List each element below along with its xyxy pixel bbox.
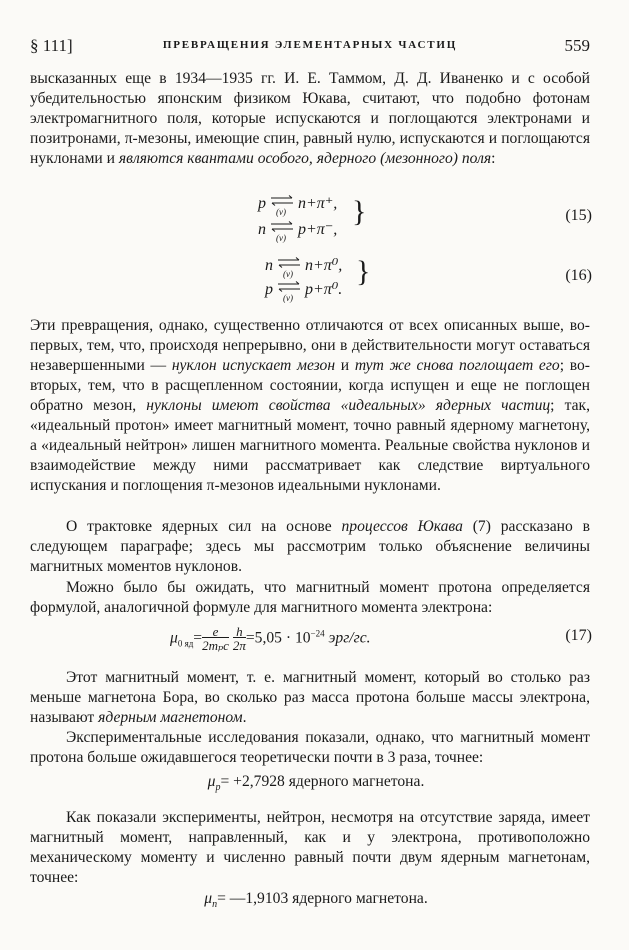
section-number: § 111]: [30, 36, 73, 55]
eq16-row1: [265, 255, 343, 280]
running-title: ПРЕВРАЩЕНИЯ ЭЛЕМЕНТАРНЫХ ЧАСТИЦ: [162, 39, 458, 51]
para5-text-2: .: [242, 709, 247, 726]
eq17-unit: эрг/гс.: [324, 629, 371, 647]
nu-label: (ν): [276, 207, 286, 218]
eq16-row1-left: n: [265, 257, 273, 274]
eq17-frac-1: [202, 625, 229, 653]
eq17-frac2-num: h: [236, 624, 243, 639]
mu-p-symbol: μ: [207, 773, 216, 790]
para2-italic-2: тут же снова поглощает его: [354, 357, 560, 374]
para2-text-2: и: [335, 357, 355, 374]
reversible-arrow-icon: [277, 257, 301, 280]
eq15-row2: [258, 219, 338, 244]
equation-mu-n: [30, 890, 596, 910]
page-number: 559: [564, 36, 590, 55]
eq15-row2-right: p+π⁻,: [298, 221, 338, 238]
page-header: [30, 36, 590, 60]
para3-italic-1: процессов Юкава: [341, 518, 463, 535]
para3-text-2: (7) рассказано в следующем параграфе; здесь мы рассмотрим только объяснение величины магнитных моментов нуклонов.: [30, 518, 590, 575]
eq17-frac1-num: e: [212, 624, 219, 639]
eq16-row2-right: p+π⁰.: [305, 281, 343, 298]
mu-n-value: = —1,9103 ядерного магнетона.: [217, 890, 428, 907]
eq16-row2: [265, 279, 343, 304]
eq16-number: (16): [565, 267, 592, 284]
para2-text-4: ; так, «идеальный протон» имеет магнитный момент, точно равный ядерному магнетону, а «идеальный нейтрон» лишен магнитного момента. Реальные свойства нуклонов и взаимодействие между ними рассматривает как следствие виртуального испускания и поглощения π-мезонов идеальными нуклонами.: [30, 397, 591, 494]
para1-italic: являются квантами особого, ядерного (мезонного) поля: [118, 150, 492, 167]
para5-text-1: Этот магнитный момент, т. е. магнитный момент, который во столько раз меньше магнетона Бора, во сколько раз масса протона больше массы электрона, называют: [30, 669, 590, 726]
eq17-mu: μ: [170, 629, 178, 647]
equation-mu-p: [30, 773, 596, 793]
mu-n-symbol: μ: [204, 890, 213, 907]
eq17-frac2-den: 2π: [232, 638, 246, 653]
para1-end: :: [491, 150, 496, 167]
eq17-value: =5,05 · 10: [245, 629, 311, 647]
mu-p-value: = +2,7928 ядерного магнетона.: [220, 773, 425, 790]
reversible-arrow-icon: [270, 221, 294, 244]
mu-n-sub: n: [212, 899, 218, 911]
eq15-brace: }: [352, 195, 367, 228]
reversible-arrow-icon: [277, 281, 301, 304]
para6-text: Экспериментальные исследования показали, однако, что магнитный момент протона больше ожидавшегося теоретически почти в 3 раза, точнее:: [30, 729, 590, 766]
para2-text-1: Эти превращения, однако, существенно отличаются от всех описанных выше, во-первых, тем, что, происходя непрерывно, они в действительности могут оставаться незавершенными —: [30, 317, 590, 374]
para7-text: Как показали эксперименты, нейтрон, несмотря на отсутствие заряда, имеет магнитный момент, направленный, как и у электрона, противоположно механическому моменту и численно равный почти двум ядерным магнетонам, точнее:: [30, 809, 590, 886]
paragraph-1: [30, 69, 590, 169]
eq17-frac-2: [233, 625, 246, 653]
eq16-brace: }: [356, 255, 371, 288]
eq17-number: (17): [565, 627, 592, 644]
paragraph-2: [30, 316, 590, 496]
nu-label: (ν): [283, 269, 293, 280]
eq17-mu-sub: 0 яд: [177, 638, 194, 649]
reversible-arrow-icon: [270, 195, 294, 218]
para2-italic-3: нуклоны имеют свойства «идеальных» ядерных частиц: [146, 397, 551, 414]
equation-17: $\mu_{0 яд}=\frac{e}{\text{2mₚc}} \frac{h}{2\pi}=5,05 \cdot 10^{-24}$ эрг/гс.: [170, 624, 371, 653]
eq17-exponent: −24: [310, 628, 325, 639]
para2-text-3: ; во-вторых, тем, что в расщепленном состоянии, когда испущен и еще не поглощен обратно мезон,: [30, 357, 590, 414]
para3-text-1: О трактовке ядерных сил на основе: [66, 518, 342, 535]
para5-italic-1: ядерным магнетоном: [98, 709, 243, 726]
eq15-row1-right: n+π⁺,: [298, 195, 338, 212]
eq16-row1-right: n+π⁰,: [305, 257, 343, 274]
mu-p-sub: p: [215, 782, 221, 794]
para2-italic-1: нуклон испускает мезон: [171, 357, 336, 374]
para4-text: Можно было бы ожидать, что магнитный момент протона определяется формулой, аналогичной формуле для магнитного момента электрона:: [30, 579, 590, 616]
eq17-frac1-den: 2mₚc: [202, 638, 229, 653]
eq16-row2-left: p: [265, 281, 273, 298]
paragraph-5: [30, 668, 590, 728]
nu-label: (ν): [283, 293, 293, 304]
eq15-row1-left: p: [258, 195, 266, 212]
eq15-row1: [258, 193, 338, 218]
paragraph-4: [30, 578, 590, 618]
paragraph-6: [30, 728, 590, 768]
nu-label: (ν): [276, 233, 286, 244]
para1-text: высказанных еще в 1934—1935 гг. И. Е. Таммом, Д. Д. Иваненко и с особой убедительностью японским физиком Юкава, считают, что подобно фотонам электромагнитного поля, которые испускаются и поглощаются электронами и позитронами, π-мезоны, имеющие спин, равный нулю, испускаются и поглощаются нуклонами и: [30, 70, 590, 167]
eq15-row2-left: n: [258, 221, 266, 238]
eq15-number: (15): [565, 207, 592, 224]
paragraph-3: [30, 517, 590, 577]
paragraph-7: [30, 808, 590, 888]
